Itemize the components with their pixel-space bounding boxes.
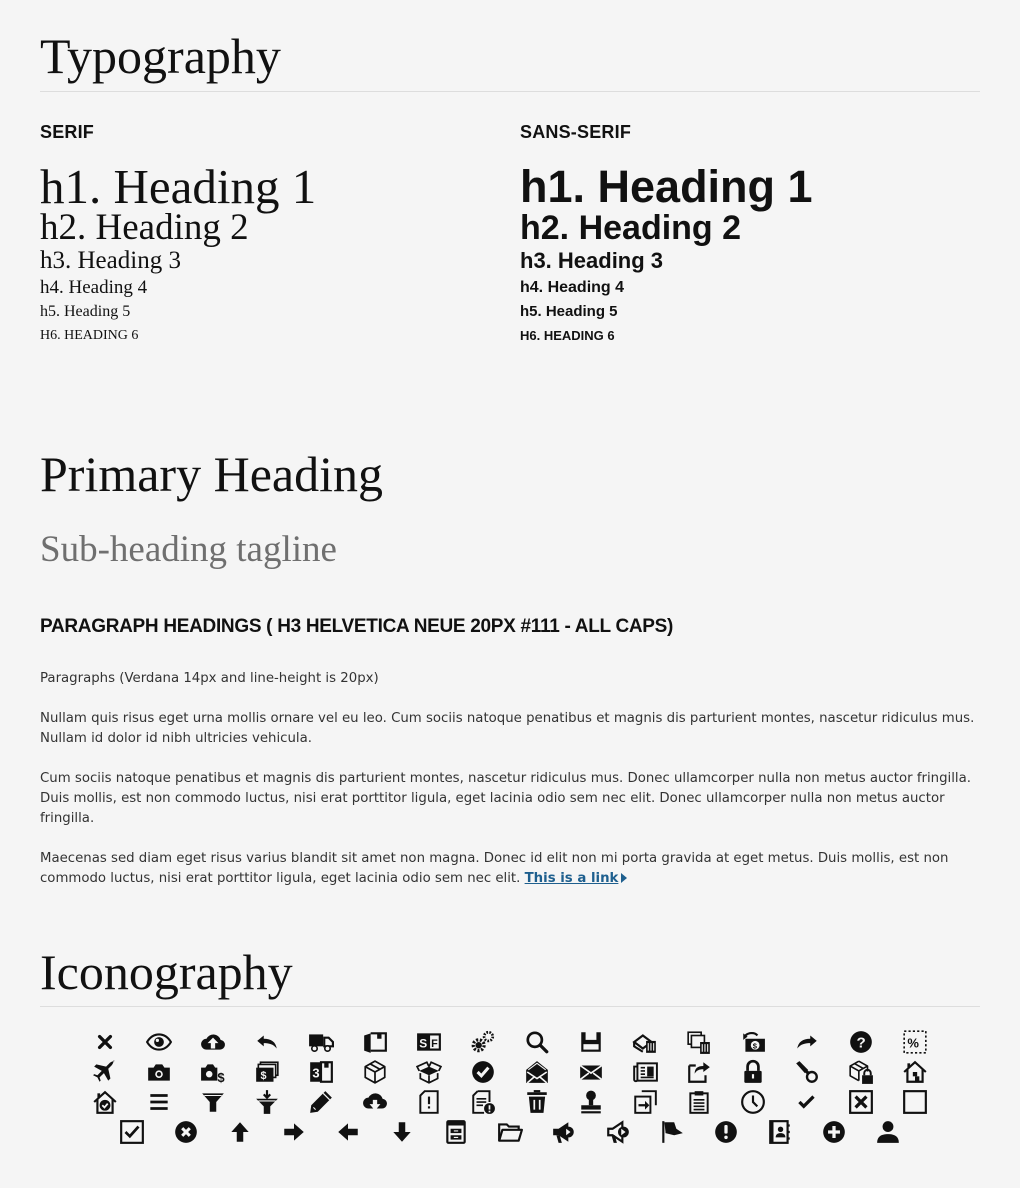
paragraph-heading: PARAGRAPH HEADINGS ( H3 HELVETICA NEUE 20PX #111 - ALL CAPS): [40, 616, 674, 637]
sub-heading-tagline: Sub-heading tagline: [40, 529, 337, 570]
envelope-icon: [564, 1057, 618, 1087]
icon-row-4: [105, 1117, 915, 1147]
checkbox-checked-icon[interactable]: [105, 1117, 159, 1147]
file-alert-icon: [402, 1087, 456, 1117]
pencil-icon: [294, 1087, 348, 1117]
box-icon: [348, 1057, 402, 1087]
sans-serif-column: [520, 122, 960, 348]
svg-text:S: S: [419, 1036, 428, 1051]
user-icon: [861, 1117, 915, 1147]
flag-icon: [645, 1117, 699, 1147]
box-3-icon: [294, 1057, 348, 1087]
trash-icon: [510, 1087, 564, 1117]
sans-h5: h5. Heading 5: [520, 303, 618, 320]
lock-icon: [726, 1057, 780, 1087]
cloud-upload-icon: [186, 1027, 240, 1057]
newspaper-icon: [618, 1057, 672, 1087]
megaphone-icon: [537, 1117, 591, 1147]
serif-h2: h2. Heading 2: [40, 207, 249, 248]
arrow-left-icon: [321, 1117, 375, 1147]
primary-heading: Primary Heading: [40, 446, 383, 502]
paragraph-2: Cum sociis natoque penatibus et magnis dis parturient montes, nascetur ridiculus mus. Donec ullamcorper nulla non metus auctor fringilla. Duis mollis, est non commodo luctus, nisi erat porttitor ligula, eget lacinia odio sem nec elit. Donec ullamcorper nulla non metus auctor fringilla.: [40, 771, 971, 826]
serif-h4: h4. Heading 4: [40, 277, 148, 298]
svg-text:$: $: [752, 1041, 758, 1051]
airplane-icon: [78, 1057, 132, 1087]
redo-icon: [780, 1027, 834, 1057]
camera-icon: [132, 1057, 186, 1087]
add-circle-icon: [807, 1117, 861, 1147]
key-icon: [780, 1057, 834, 1087]
svg-text:F: F: [431, 1037, 438, 1050]
stamp-icon: [564, 1087, 618, 1117]
box-lock-icon: [834, 1057, 888, 1087]
clock-icon: [726, 1087, 780, 1117]
serif-label: SERIF: [40, 122, 95, 142]
document-alert-icon: [456, 1087, 510, 1117]
sans-h1: h1. Heading 1: [520, 161, 813, 212]
filter-icon: [186, 1087, 240, 1117]
close-icon: [78, 1027, 132, 1057]
menu-icon: [132, 1087, 186, 1117]
paragraph-1: Nullam quis risus eget urna mollis ornare vel eu leo. Cum sociis natoque penatibus et magnis dis parturient montes, nascetur ridiculus mus. Nullam id dolor id nibh ultricies vehicula.: [40, 711, 975, 746]
icon-row-2: [78, 1057, 942, 1087]
checkmark-icon: [780, 1087, 834, 1117]
sans-h6: H6. HEADING 6: [520, 328, 615, 343]
megaphone-outline-icon: [591, 1117, 645, 1147]
folder-icon: [483, 1117, 537, 1147]
transfer-icon: [618, 1087, 672, 1117]
arrow-up-icon: [213, 1117, 267, 1147]
checkbox-x-icon: [834, 1087, 888, 1117]
paragraph-3: [40, 849, 1000, 889]
serif-column: [40, 122, 480, 348]
alert-circle-icon: [699, 1117, 753, 1147]
sample-link-text[interactable]: This is a link: [524, 871, 619, 886]
percent-icon: [888, 1027, 942, 1057]
save-icon: [564, 1027, 618, 1057]
clipboard-icon: [672, 1087, 726, 1117]
copy-delete-icon: [672, 1027, 726, 1057]
eye-icon: [132, 1027, 186, 1057]
sans-h2: h2. Heading 2: [520, 209, 742, 247]
refund-icon: [726, 1027, 780, 1057]
sans-serif-label: SANS-SERIF: [520, 122, 632, 142]
arrow-right-icon: [267, 1117, 321, 1147]
sf-icon: [402, 1027, 456, 1057]
close-circle-icon: [159, 1117, 213, 1147]
svg-text:3: 3: [312, 1065, 320, 1081]
truck-icon: [294, 1027, 348, 1057]
home-check-icon: [78, 1087, 132, 1117]
camera-dollar-icon: [186, 1057, 240, 1087]
iconography-title: Iconography: [40, 944, 980, 1007]
arrow-down-icon: [375, 1117, 429, 1147]
box-delete-icon: [618, 1027, 672, 1057]
svg-text:%: %: [907, 1035, 919, 1051]
cabinet-icon: [429, 1117, 483, 1147]
icon-row-1: [78, 1027, 942, 1057]
icon-row-3: [78, 1087, 942, 1117]
box-open-icon: [402, 1057, 456, 1087]
share-icon: [672, 1057, 726, 1087]
checkbox-empty-icon[interactable]: [888, 1087, 942, 1117]
sans-h3: h3. Heading 3: [520, 248, 664, 273]
money-icon: [240, 1057, 294, 1087]
serif-h6: H6. HEADING 6: [40, 328, 139, 343]
link-arrow-icon: [621, 873, 627, 883]
sans-h4: h4. Heading 4: [520, 279, 625, 296]
paragraph-3-text: Maecenas sed diam eget risus varius blandit sit amet non magna. Donec id elit non mi porta gravida at eget metus. Duis mollis, est non commodo luctus, nisi erat porttitor ligula, eget lacinia odio sem nec elit.: [40, 851, 949, 886]
open-box-icon: [348, 1027, 402, 1057]
paragraph-intro: Paragraphs (Verdana 14px and line-height is 20px): [40, 671, 379, 686]
sample-link[interactable]: [525, 871, 619, 886]
svg-text:$: $: [217, 1069, 225, 1085]
envelope-open-icon: [510, 1057, 564, 1087]
serif-h3: h3. Heading 3: [40, 247, 181, 274]
svg-text:?: ?: [856, 1034, 866, 1052]
svg-text:$: $: [260, 1070, 267, 1083]
undo-icon: [240, 1027, 294, 1057]
serif-h1: h1. Heading 1: [40, 159, 317, 214]
filter-download-icon: [240, 1087, 294, 1117]
help-icon: [834, 1027, 888, 1057]
search-icon: [510, 1027, 564, 1057]
serif-h5: h5. Heading 5: [40, 303, 131, 320]
home-icon: [888, 1057, 942, 1087]
cloud-download-icon: [348, 1087, 402, 1117]
check-circle-icon: [456, 1057, 510, 1087]
contacts-icon: [753, 1117, 807, 1147]
gears-icon: [456, 1027, 510, 1057]
typography-title: Typography: [40, 28, 980, 92]
